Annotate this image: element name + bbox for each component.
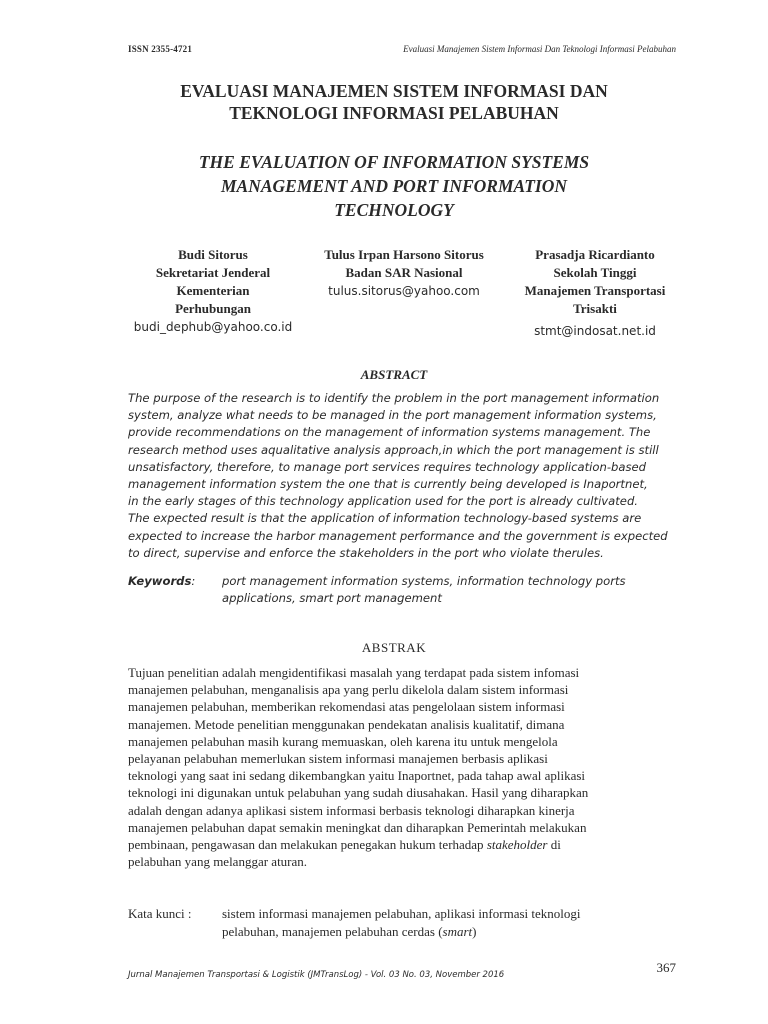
abstrak-line: teknologi ini digunakan untuk pelabuhan yang sudah diusahakan. Hasil yang diharapkan <box>128 785 589 801</box>
abstrak-line: teknologi yang saat ini sedang dikembangkan yaitu Inaportnet, pada tahap awal aplikasi <box>128 768 586 784</box>
author-affiliation: Trisakti <box>573 301 617 316</box>
abstrak-heading: ABSTRAK <box>361 640 427 655</box>
author-affiliation: Perhubungan <box>175 301 251 316</box>
abstrak-line: pelabuhan yang melanggar aturan. <box>128 854 308 870</box>
abstrak-line: manajemen pelabuhan, memberikan rekomendasi atas pengelolaan sistem informasi <box>128 699 565 715</box>
abstrak-line: manajemen pelabuhan dapat semakin meningkat dan diharapkan Pemerintah melakukan <box>128 819 587 835</box>
abstract-line: expected to increase the harbor management performance and the government is expected <box>128 528 668 543</box>
author-name: Prasadja Ricardianto <box>535 247 655 262</box>
title-indonesian <box>110 80 678 124</box>
author-2 <box>300 246 508 300</box>
abstrak-line: pembinaan, pengawasan dan melakukan penegakan hukum terhadap stakeholder di <box>128 837 561 853</box>
author-affiliation: Kementerian <box>176 283 250 298</box>
author-name: Budi Sitorus <box>178 247 248 262</box>
abstract-line: The purpose of the research is to identify the problem in the port management information <box>128 391 660 405</box>
title-english <box>110 150 678 222</box>
abstrak-line: Tujuan penelitian adalah mengidentifikasi masalah yang terdapat pada sistem infomasi <box>128 665 580 680</box>
abstrak-line: manajemen pelabuhan masih kurang memuaskan, oleh karena itu untuk mengelola <box>128 733 558 749</box>
author-1 <box>120 246 306 336</box>
abstract-line: research method uses aqualitative analysis approach,in which the port management is still <box>128 442 659 457</box>
abstract-line: system, analyze what needs to be managed in the port management information systems, <box>128 408 657 423</box>
abstrak-line: manajemen. Metode penelitian menggunakan pendekatan analisis kualitatif, dimana <box>128 716 565 732</box>
title-id-line: EVALUASI MANAJEMEN SISTEM INFORMASI DAN <box>180 81 608 101</box>
keywords-line: applications, smart port management <box>222 591 442 605</box>
journal-footer: Jurnal Manajemen Transportasi & Logistik (JMTransLog) - Vol. 03 No. 03, November 2016 <box>128 970 505 980</box>
author-affiliation: Sekolah Tinggi <box>553 265 637 280</box>
abstrak-body <box>128 664 676 870</box>
running-title: Evaluasi Manajemen Sistem Informasi Dan Teknologi Informasi Pelabuhan <box>403 44 676 54</box>
title-id-line: TEKNOLOGI INFORMASI PELABUHAN <box>229 103 559 123</box>
title-en-line: TECHNOLOGY <box>334 200 454 220</box>
abstract-line: The expected result is that the application of information technology-based systems are <box>128 511 642 526</box>
abstrak-line: manajemen pelabuhan, menganalisis apa yang perlu dikelola dalam sistem informasi <box>128 682 569 698</box>
abstract-line: to direct, supervise and enforce the stakeholders in the port who violate therules. <box>128 545 604 560</box>
abstract-line: management information system the one that is currently being developed is Inaportnet, <box>128 477 648 492</box>
abstract-heading: ABSTRACT <box>360 367 428 382</box>
title-en-line: THE EVALUATION OF INFORMATION SYSTEMS <box>198 152 590 172</box>
abstrak-line: pelayanan pelabuhan memerlukan sistem informasi manajemen berbasis aplikasi <box>128 751 548 767</box>
title-en-line: MANAGEMENT AND PORT INFORMATION <box>220 176 567 196</box>
page-number: 367 <box>656 960 676 975</box>
kata-kunci-label: Kata kunci : <box>128 906 192 921</box>
author-affiliation: Manajemen Transportasi <box>524 283 666 298</box>
abstract-line: unsatisfactory, therefore, to manage port services requires technology application-based <box>128 459 647 474</box>
author-3 <box>502 246 688 340</box>
abstract-body <box>128 390 676 562</box>
kata-kunci-value <box>222 905 662 941</box>
keywords-label: Keywords: <box>128 574 196 588</box>
kata-kunci-line: pelabuhan, manajemen pelabuhan cerdas (smart) <box>222 924 477 939</box>
author-name: Tulus Irpan Harsono Sitorus <box>324 247 484 262</box>
author-affiliation: Sekretariat Jenderal <box>155 265 271 280</box>
abstract-line: provide recommendations on the management of information systems management. The <box>128 425 651 440</box>
author-email: tulus.sitorus@yahoo.com <box>328 284 480 298</box>
author-email: budi_dephub@yahoo.co.id <box>133 320 293 334</box>
author-email: stmt@indosat.net.id <box>534 324 656 338</box>
abstrak-line: adalah dengan adanya aplikasi sistem informasi berbasis teknologi diharapkan kinerja <box>128 802 575 818</box>
keywords-line: port management information systems, information technology ports <box>222 574 626 588</box>
author-affiliation: Badan SAR Nasional <box>345 265 463 280</box>
abstract-line: in the early stages of this technology application used for the port is already cultivated. <box>128 494 638 509</box>
issn-label: ISSN 2355-4721 <box>128 44 193 54</box>
kata-kunci-line: sistem informasi manajemen pelabuhan, aplikasi informasi teknologi <box>222 906 581 921</box>
keywords-value <box>222 573 672 607</box>
